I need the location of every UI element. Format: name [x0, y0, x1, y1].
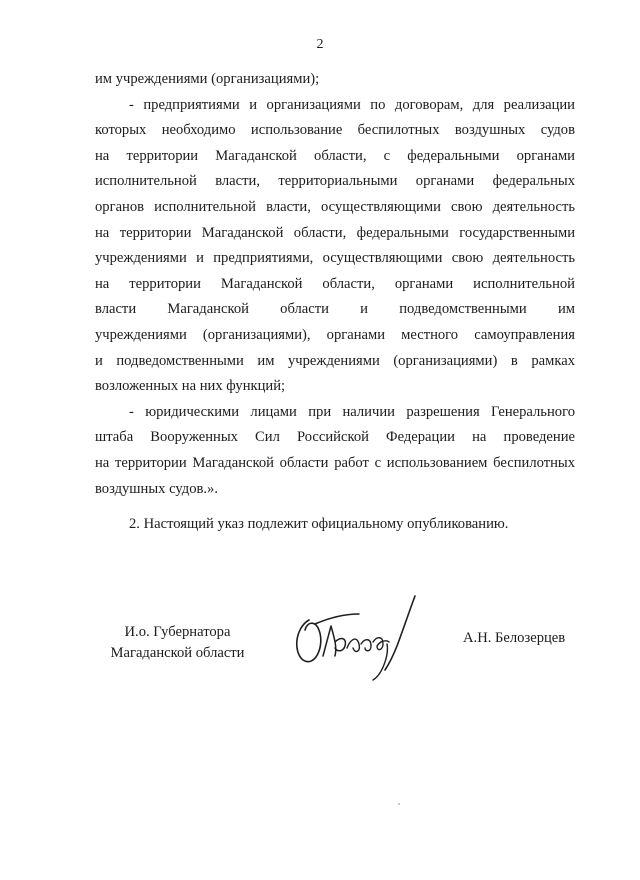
text-line: учреждениями и предприятиями, осуществляющими свою деятельность: [95, 250, 575, 267]
signature-block: [0, 590, 640, 710]
handwritten-signature: [285, 590, 425, 690]
text-line: на территории Магаданской области работ с использованием беспилотных: [95, 454, 575, 471]
signatory-title-line-2: Магаданской области: [110, 645, 245, 661]
text-line: на территории Магаданской области, федеральными государственными: [95, 224, 575, 241]
paragraph: [95, 67, 575, 93]
text-line: учреждениями (организациями), органами местного самоуправления: [95, 326, 575, 343]
text-line: и подведомственными им учреждениями (организациями) в рамках: [95, 352, 575, 369]
text-line: власти Магаданской области и подведомственными им: [95, 301, 575, 318]
paragraph-gap: [95, 502, 575, 512]
text-line: - юридическими лицами при наличии разрешения Генерального: [129, 403, 575, 420]
text-line: - предприятиями и организациями по договорам, для реализации: [129, 96, 575, 113]
paragraph: [95, 512, 575, 538]
signatory-name: А.Н. Белозерцев: [463, 630, 566, 646]
page-number: 2: [316, 37, 324, 52]
text-line: воздушных судов.».: [95, 480, 218, 497]
text-line: возложенных на них функций;: [95, 378, 286, 395]
text-line: исполнительной власти, территориальными органами федеральных: [95, 173, 575, 190]
signatory-title-line-1: И.о. Губернатора: [124, 624, 231, 640]
text-line: им учреждениями (организациями);: [95, 71, 320, 87]
document-body: [95, 67, 575, 538]
paragraph: [95, 400, 575, 502]
text-line: которых необходимо использование беспилотных воздушных судов: [95, 122, 575, 139]
scan-speck: [398, 803, 400, 805]
text-line: на территории Магаданской области, с федеральными органами: [95, 147, 575, 164]
paragraph: [95, 93, 575, 400]
text-line: 2. Настоящий указ подлежит официальному опубликованию.: [129, 516, 509, 533]
text-line: штаба Вооруженных Сил Российской Федерации на проведение: [95, 429, 575, 446]
text-line: на территории Магаданской области, органами исполнительной: [95, 275, 575, 292]
signatory-title: [95, 622, 260, 664]
text-line: органов исполнительной власти, осуществляющими свою деятельность: [95, 198, 575, 215]
